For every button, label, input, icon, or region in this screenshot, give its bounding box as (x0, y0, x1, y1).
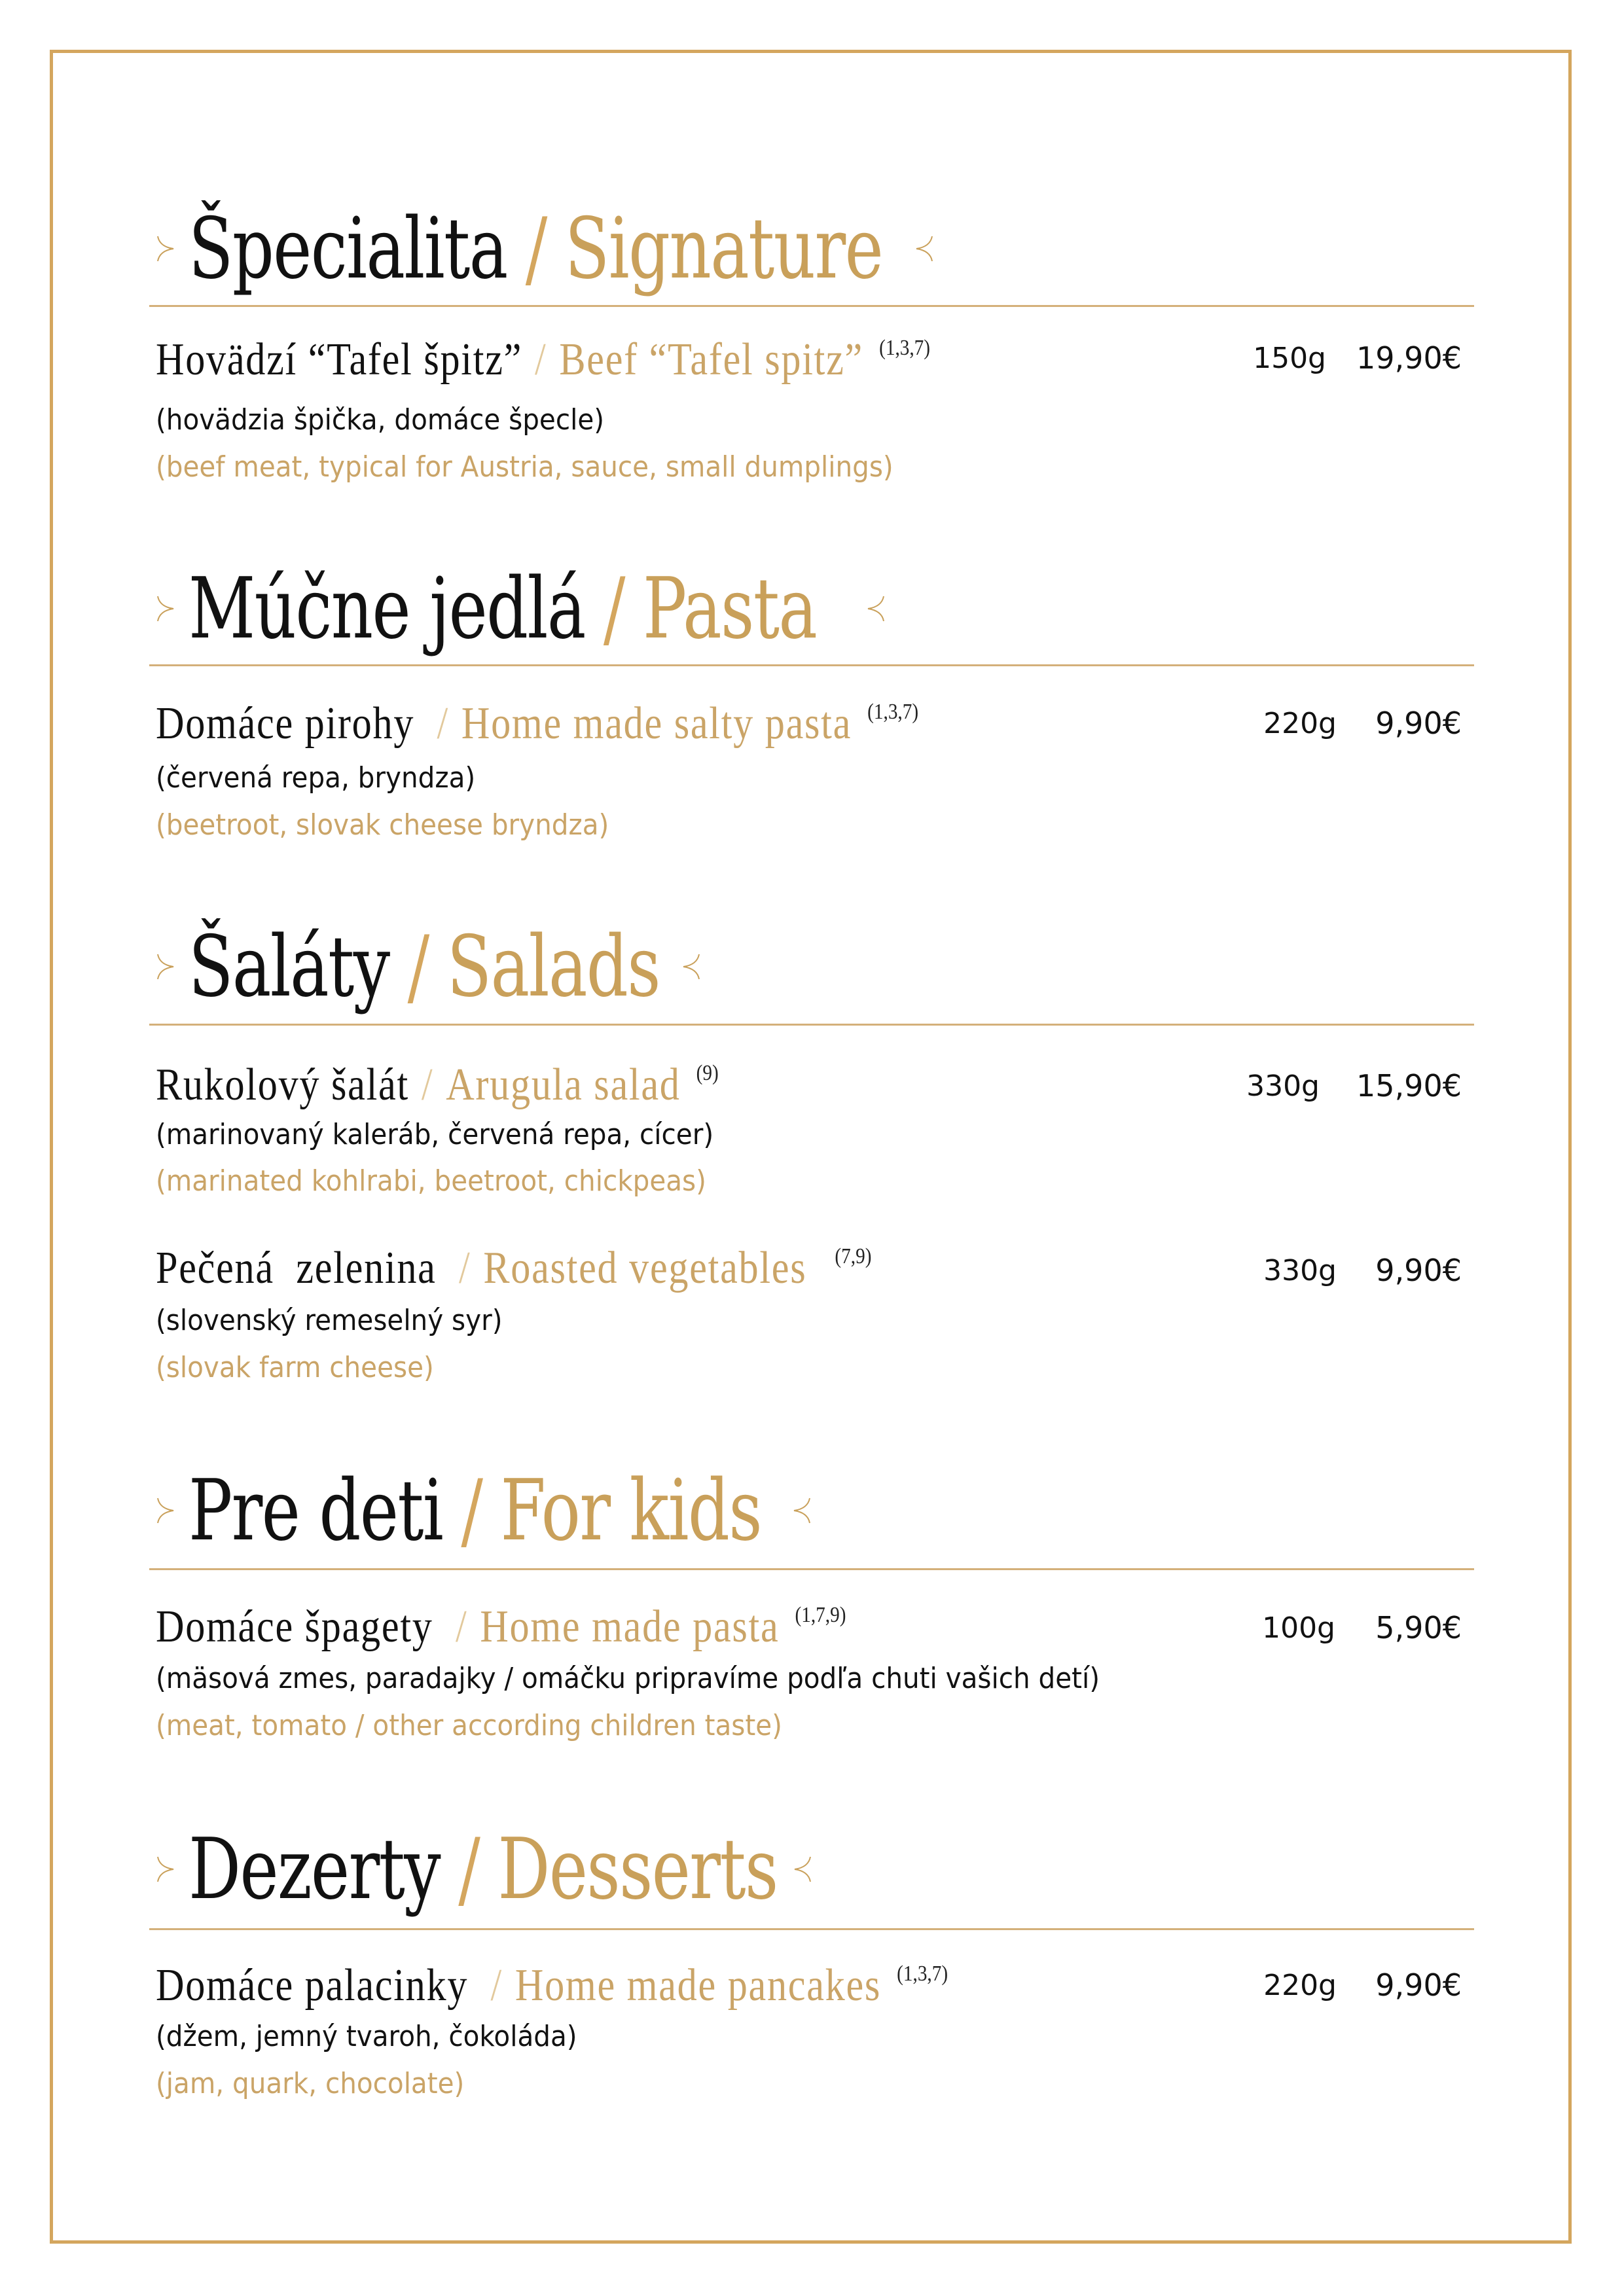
item-allergens: (9) (696, 1061, 719, 1085)
item-allergens: (1,3,7) (879, 336, 931, 360)
item-description-en: (beetroot, slovak cheese bryndza) (156, 808, 609, 842)
item-price: 19,90€ (1356, 340, 1462, 376)
section-title-sk: Šaláty (189, 918, 389, 1016)
section-title-sk: Dezerty (189, 1820, 441, 1918)
item-name-en: Home made pancakes (514, 1960, 882, 2011)
section-divider (149, 1024, 1474, 1026)
item-description-en: (slovak farm cheese) (156, 1351, 434, 1384)
menu-item-title (156, 334, 930, 386)
item-separator: / (437, 698, 449, 749)
item-name-en: Beef “Tafel spitz” (559, 334, 864, 385)
section-heading-for-kids (156, 1458, 812, 1563)
item-name-sk: Rukolový šalát (156, 1060, 409, 1110)
item-description-en: (beef meat, typical for Austria, sauce, small dumplings) (156, 450, 893, 484)
item-description-sk: (červená repa, bryndza) (156, 761, 476, 795)
item-separator: / (455, 1602, 468, 1652)
section-divider (149, 305, 1474, 307)
item-weight: 330g (1263, 1254, 1337, 1287)
item-name-sk: Domáce palacinky (156, 1960, 469, 2011)
item-description-sk: (džem, jemný tvaroh, čokoláda) (156, 2020, 577, 2053)
item-separator: / (421, 1060, 434, 1110)
item-name-en: Home made pasta (480, 1602, 780, 1652)
item-price: 9,90€ (1375, 1967, 1462, 2003)
section-heading-desserts (156, 1817, 812, 1922)
item-allergens: (1,7,9) (795, 1603, 846, 1627)
menu-item-title (156, 1960, 948, 2012)
section-heading-salads (156, 914, 701, 1019)
section-divider (149, 1928, 1474, 1930)
title-separator: / (407, 918, 429, 1016)
item-separator: / (459, 1243, 471, 1293)
menu-item-title (156, 698, 918, 750)
item-description-en: (jam, quark, chocolate) (156, 2067, 465, 2100)
ornament-left-pointing-icon (792, 1496, 812, 1526)
item-price: 15,90€ (1356, 1068, 1462, 1103)
ornament-right-pointing-icon (156, 952, 175, 982)
item-weight: 220g (1263, 1969, 1337, 2002)
section-heading-signature (156, 196, 934, 301)
ornament-left-pointing-icon (793, 1854, 812, 1884)
section-title-en: For kids (500, 1462, 762, 1560)
item-allergens: (1,3,7) (897, 1962, 948, 1986)
ornament-right-pointing-icon (156, 234, 175, 264)
item-name-sk: Domáce špagety (156, 1602, 433, 1652)
section-title-sk: Špecialita (189, 200, 507, 298)
item-weight: 330g (1246, 1069, 1320, 1103)
item-allergens: (7,9) (835, 1244, 872, 1268)
item-weight: 150g (1253, 342, 1326, 375)
section-title-sk: Pre deti (189, 1462, 443, 1560)
item-description-en: (meat, tomato / other according children taste) (156, 1709, 782, 1742)
item-price: 9,90€ (1375, 706, 1462, 741)
menu-item-title (156, 1601, 846, 1653)
item-price: 5,90€ (1375, 1610, 1462, 1645)
section-divider (149, 1568, 1474, 1570)
ornament-right-pointing-icon (156, 1854, 175, 1884)
ornament-left-pointing-icon (681, 952, 701, 982)
item-name-en: Roasted vegetables (483, 1243, 807, 1293)
item-name-en: Home made salty pasta (461, 698, 852, 749)
section-title-en: Pasta (643, 560, 817, 658)
item-name-sk: Pečená zelenina (156, 1243, 437, 1293)
ornament-left-pointing-icon (914, 234, 934, 264)
menu-item-title (156, 1059, 719, 1111)
title-separator: / (603, 560, 624, 658)
item-description-sk: (slovenský remeselný syr) (156, 1304, 503, 1337)
section-divider (149, 664, 1474, 666)
title-separator: / (525, 200, 547, 298)
section-title-en: Salads (446, 918, 660, 1016)
section-heading-pasta (156, 556, 886, 661)
item-name-sk: Hovädzí “Tafel špitz” (156, 334, 523, 385)
item-separator: / (535, 334, 547, 385)
ornament-right-pointing-icon (156, 1496, 175, 1526)
item-price: 9,90€ (1375, 1253, 1462, 1288)
title-separator: / (458, 1820, 480, 1918)
item-description-sk: (hovädzia špička, domáce špecle) (156, 403, 605, 437)
item-weight: 220g (1263, 707, 1337, 740)
item-weight: 100g (1262, 1611, 1335, 1645)
ornament-left-pointing-icon (866, 594, 886, 624)
section-title-en: Signature (564, 200, 883, 298)
item-description-sk: (marinovaný kaleráb, červená repa, cícer) (156, 1118, 714, 1151)
item-separator: / (490, 1960, 503, 2011)
item-description-sk: (mäsová zmes, paradajky / omáčku pripravíme podľa chuti vašich detí) (156, 1662, 1100, 1695)
section-title-sk: Múčne jedlá (189, 560, 585, 658)
menu-item-title (156, 1242, 871, 1295)
item-name-sk: Domáce pirohy (156, 698, 415, 749)
item-name-en: Arugula salad (446, 1060, 681, 1110)
item-description-en: (marinated kohlrabi, beetroot, chickpeas) (156, 1164, 706, 1198)
section-title-en: Desserts (497, 1820, 778, 1918)
title-separator: / (461, 1462, 482, 1560)
item-allergens: (1,3,7) (867, 700, 919, 724)
ornament-right-pointing-icon (156, 594, 175, 624)
